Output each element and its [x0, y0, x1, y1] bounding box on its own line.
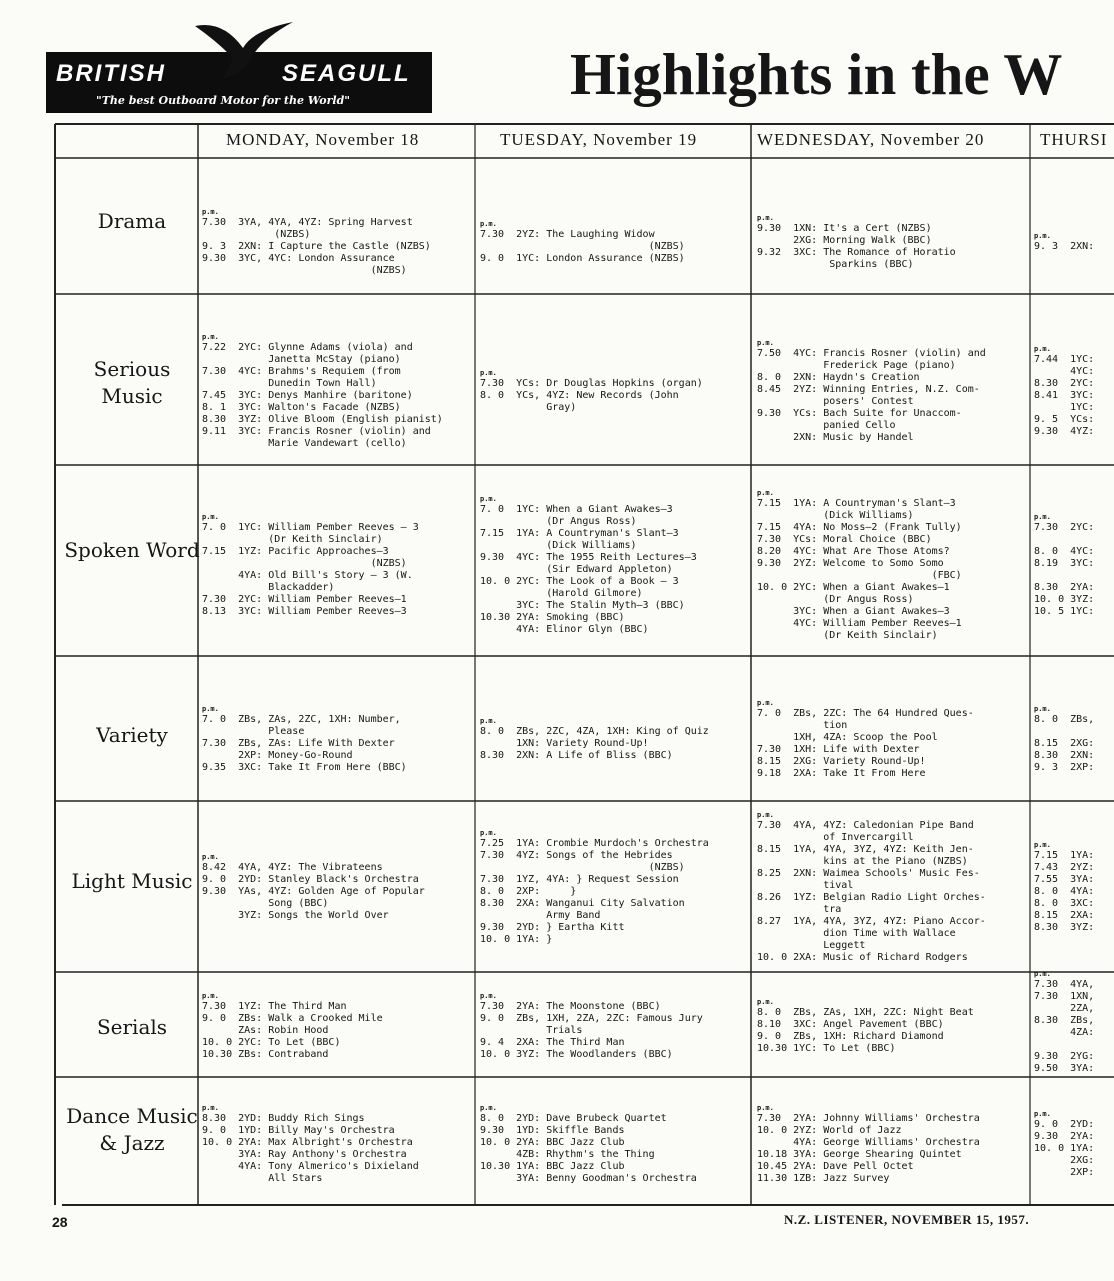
pm-marker: p.m. — [1034, 1110, 1051, 1118]
program-line: 10. 0 1YA: } — [480, 934, 553, 945]
program-line: (NZBS) — [202, 265, 407, 276]
program-line: 9.30 3YC, 4YC: London Assurance — [202, 253, 395, 264]
program-line: 3YZ: Songs the World Over — [202, 910, 389, 921]
pm-marker: p.m. — [202, 513, 219, 521]
program-line: 10.18 3YA: George Shearing Quintet — [757, 1149, 962, 1160]
schedule-cell — [1034, 1110, 1114, 1179]
schedule-cell — [757, 339, 1029, 444]
program-line: 8.30 3YZ: Olive Bloom (English pianist) — [202, 414, 443, 425]
program-line: ZAs: Robin Hood — [202, 1025, 329, 1036]
program-line: 7.43 2YZ: — [1034, 862, 1095, 873]
program-line: 7.30 2YC: — [1034, 522, 1095, 533]
program-line: 8. 0 3XC: — [1034, 898, 1095, 909]
program-line: Frederick Page (piano) — [757, 360, 956, 371]
program-line: 7.30 ZBs, ZAs: Life With Dexter — [202, 738, 395, 749]
row-title-serious-music: Serious Music — [93, 357, 171, 408]
schedule-cell — [202, 513, 474, 618]
program-line: 3YA: Ray Anthony's Orchestra — [202, 1149, 407, 1160]
schedule-cell — [202, 992, 474, 1061]
program-line: 1XN: Variety Round-Up! — [480, 738, 649, 749]
pm-marker: p.m. — [480, 495, 497, 503]
program-line: 7.30 YCs: Dr Douglas Hopkins (organ) — [480, 378, 703, 389]
program-line: 10. 0 2YC: To Let (BBC) — [202, 1037, 341, 1048]
program-line: 10.30 ZBs: Contraband — [202, 1049, 329, 1060]
program-line: Marie Vandewart (cello) — [202, 438, 407, 449]
program-line: 10. 0 2YC: The Look of a Book — 3 — [480, 576, 679, 587]
program-line: Please — [202, 726, 305, 737]
program-line: 10. 5 1YC: — [1034, 606, 1095, 617]
row-title-dance-music-jazz: Dance Music & Jazz — [66, 1104, 198, 1155]
pm-marker: p.m. — [480, 1104, 497, 1112]
program-line: 9. 0 1YC: London Assurance (NZBS) — [480, 253, 685, 264]
program-line: 8.15 2XG: — [1034, 738, 1095, 749]
program-line: 7.50 4YC: Francis Rosner (violin) and — [757, 348, 986, 359]
pm-marker: p.m. — [480, 220, 497, 228]
pm-marker: p.m. — [202, 208, 219, 216]
program-line: 9.50 3YA: — [1034, 1063, 1095, 1074]
program-line: 9.30 2YZ: Welcome to Somo Somo — [757, 558, 944, 569]
program-line: 4YC: William Pember Reeves—1 — [757, 618, 962, 629]
program-line: 8.27 1YA, 4YA, 3YZ, 4YZ: Piano Accor- — [757, 916, 986, 927]
program-line: 3YC: When a Giant Awakes—3 — [757, 606, 950, 617]
program-line: 9.30 1YD: Skiffle Bands — [480, 1125, 625, 1136]
program-line: Gray) — [480, 402, 577, 413]
program-line: 8.19 3YC: — [1034, 558, 1095, 569]
program-line: 7.30 2YC: William Pember Reeves—1 — [202, 594, 407, 605]
program-line: 9. 3 2XN: — [1034, 241, 1095, 252]
program-line: 7. 0 ZBs, ZAs, 2ZC, 1XH: Number, — [202, 714, 401, 725]
row-title-spoken-word: Spoken Word — [64, 538, 200, 562]
program-line: tra — [757, 904, 842, 915]
program-line: (Dick Williams) — [480, 540, 637, 551]
day-header-thursday: THURSI — [1040, 130, 1108, 149]
program-line: (NZBS) — [202, 558, 407, 569]
program-line: All Stars — [202, 1173, 323, 1184]
program-line: (Sir Edward Appleton) — [480, 564, 673, 575]
schedule-cell — [480, 369, 750, 414]
program-line: 8.15 2XA: — [1034, 910, 1095, 921]
program-line: 8. 0 ZBs, ZAs, 1XH, 2ZC: Night Beat — [757, 1007, 974, 1018]
program-line — [1034, 570, 1114, 582]
schedule-cell — [480, 829, 750, 946]
pm-marker: p.m. — [757, 699, 774, 707]
program-line: 10. 0 2YC: When a Giant Awakes—1 — [757, 582, 950, 593]
program-line: 8. 0 ZBs, 2ZC, 4ZA, 1XH: King of Quiz — [480, 726, 709, 737]
program-line: 2XN: Music by Handel — [757, 432, 914, 443]
program-line: 7. 0 1YC: William Pember Reeves — 3 — [202, 522, 419, 533]
program-line: 9. 4 2XA: The Third Man — [480, 1037, 625, 1048]
program-line: 10.30 2YA: Smoking (BBC) — [480, 612, 625, 623]
schedule-cell — [202, 208, 474, 277]
program-line: 8.10 3XC: Angel Pavement (BBC) — [757, 1019, 944, 1030]
row-title-variety: Variety — [96, 723, 168, 747]
schedule-cell — [480, 992, 750, 1061]
pm-marker: p.m. — [757, 1104, 774, 1112]
program-line: 10. 0 2YA: Max Albright's Orchestra — [202, 1137, 413, 1148]
program-line: kins at the Piano (NZBS) — [757, 856, 968, 867]
program-line: (Dr Keith Sinclair) — [202, 534, 383, 545]
schedule-cell — [480, 220, 750, 265]
program-line: 11.30 1ZB: Jazz Survey — [757, 1173, 890, 1184]
schedule-cell — [1034, 970, 1114, 1075]
program-line: 2XG: Morning Walk (BBC) — [757, 235, 932, 246]
program-line: 8. 0 4YA: — [1034, 886, 1095, 897]
program-line: 1XH, 4ZA: Scoop the Pool — [757, 732, 938, 743]
program-line: 8.30 2YC: — [1034, 378, 1095, 389]
program-line: 7.30 1XN, — [1034, 991, 1095, 1002]
program-line: 10. 0 2YZ: World of Jazz — [757, 1125, 902, 1136]
pm-marker: p.m. — [1034, 513, 1051, 521]
program-line: 9. 0 ZBs, 1XH, 2ZA, 2ZC: Famous Jury — [480, 1013, 703, 1024]
program-line: 8.42 4YA, 4YZ: The Vibrateens — [202, 862, 383, 873]
program-line: (NZBS) — [480, 241, 685, 252]
program-line: 9.30 YCs: Bach Suite for Unaccom- — [757, 408, 962, 419]
pm-marker: p.m. — [202, 1104, 219, 1112]
pm-marker: p.m. — [757, 489, 774, 497]
program-line: 2XG: — [1034, 1155, 1095, 1166]
pm-marker: p.m. — [480, 369, 497, 377]
program-line: 7. 0 ZBs, 2ZC: The 64 Hundred Ques- — [757, 708, 974, 719]
program-line: 9. 5 YCs: — [1034, 414, 1095, 425]
program-line: 7.30 2YA: Johnny Williams' Orchestra — [757, 1113, 980, 1124]
program-line: 7.25 1YA: Crombie Murdoch's Orchestra — [480, 838, 709, 849]
program-line: 8. 0 2XN: Haydn's Creation — [757, 372, 920, 383]
schedule-cell — [202, 853, 474, 922]
day-header-tuesday: TUESDAY, November 19 — [500, 130, 698, 149]
program-line: 8.15 2XG: Variety Round-Up! — [757, 756, 926, 767]
program-line: 7.30 4YZ: Songs of the Hebrides — [480, 850, 673, 861]
program-line: 7.30 2YA: The Moonstone (BBC) — [480, 1001, 661, 1012]
program-line: 9.35 3XC: Take It From Here (BBC) — [202, 762, 407, 773]
program-line: 2ZA, — [1034, 1003, 1095, 1014]
program-line: 9.30 2YA: — [1034, 1131, 1095, 1142]
program-line: 4YA: Old Bill's Story — 3 (W. — [202, 570, 413, 581]
pm-marker: p.m. — [1034, 841, 1051, 849]
program-line: 7.15 1YZ: Pacific Approaches—3 — [202, 546, 389, 557]
program-line: 10. 0 2YA: BBC Jazz Club — [480, 1137, 625, 1148]
program-line: Leggett — [757, 940, 866, 951]
program-line: 10.45 2YA: Dave Pell Octet — [757, 1161, 914, 1172]
program-line: 9. 0 2YD: Stanley Black's Orchestra — [202, 874, 419, 885]
pm-marker: p.m. — [757, 339, 774, 347]
program-line: 8.30 2XN: — [1034, 750, 1095, 761]
program-line: 9. 3 2XN: I Capture the Castle (NZBS) — [202, 241, 431, 252]
program-line: 8.30 3YZ: — [1034, 922, 1095, 933]
program-line: 7.30 3YA, 4YA, 4YZ: Spring Harvest — [202, 217, 413, 228]
program-line: Dunedin Town Hall) — [202, 378, 377, 389]
program-line: Blackadder) — [202, 582, 335, 593]
logo-tagline: "The best Outboard Motor for the World" — [96, 94, 351, 107]
program-line: 2XP: — [1034, 1167, 1095, 1178]
pm-marker: p.m. — [757, 214, 774, 222]
pm-marker: p.m. — [480, 829, 497, 837]
program-line: 4YA: George Williams' Orchestra — [757, 1137, 980, 1148]
page-headline: Highlights in the W — [570, 41, 1063, 107]
program-line: 3YA: Benny Goodman's Orchestra — [480, 1173, 697, 1184]
program-line: 8.26 1YZ: Belgian Radio Light Orches- — [757, 892, 986, 903]
schedule-cell — [1034, 841, 1114, 934]
program-line: 7.30 4YA, — [1034, 979, 1095, 990]
pm-marker: p.m. — [202, 333, 219, 341]
program-line: 1YC: — [1034, 402, 1095, 413]
page-number: 28 — [52, 1214, 68, 1230]
pm-marker: p.m. — [202, 853, 219, 861]
program-line: 8. 0 2XP: } — [480, 886, 577, 897]
program-line: 9. 0 ZBs: Walk a Crooked Mile — [202, 1013, 383, 1024]
schedule-cell — [1034, 232, 1114, 253]
program-line: 8.25 2XN: Waimea Schools' Music Fes- — [757, 868, 980, 879]
program-line: 9.30 2YG: — [1034, 1051, 1095, 1062]
program-line: Army Band — [480, 910, 601, 921]
program-line: 4YC: — [1034, 366, 1095, 377]
program-line: 9.18 2XA: Take It From Here — [757, 768, 926, 779]
schedule-cell — [480, 495, 750, 636]
program-line — [1034, 1039, 1114, 1051]
pm-marker: p.m. — [1034, 345, 1051, 353]
schedule-cell — [1034, 345, 1114, 438]
pm-marker: p.m. — [757, 811, 774, 819]
schedule-cell — [757, 1104, 1029, 1185]
program-line: 8. 0 4YC: — [1034, 546, 1095, 557]
pm-marker: p.m. — [757, 998, 774, 1006]
program-line: 8. 0 2YD: Dave Brubeck Quartet — [480, 1113, 667, 1124]
program-line: 9. 3 2XP: — [1034, 762, 1095, 773]
program-line: 10.30 1YC: To Let (BBC) — [757, 1043, 896, 1054]
schedule-cell — [757, 699, 1029, 780]
program-line: 7.44 1YC: — [1034, 354, 1095, 365]
program-line: 7.55 3YA: — [1034, 874, 1095, 885]
program-line: panied Cello — [757, 420, 896, 431]
program-line: 7.30 YCs: Moral Choice (BBC) — [757, 534, 932, 545]
pm-marker: p.m. — [480, 717, 497, 725]
program-line: 8.30 2YA: — [1034, 582, 1095, 593]
program-line: (Dr Angus Ross) — [480, 516, 637, 527]
program-line: 9.30 1XN: It's a Cert (NZBS) — [757, 223, 932, 234]
program-line: 10. 0 3YZ: The Woodlanders (BBC) — [480, 1049, 673, 1060]
program-line: 7.30 4YC: Brahms's Requiem (from — [202, 366, 401, 377]
program-line: 10. 0 3YZ: — [1034, 594, 1095, 605]
program-line: 9.32 3XC: The Romance of Horatio — [757, 247, 956, 258]
program-line: 7.15 1YA: — [1034, 850, 1095, 861]
program-line: 8. 0 ZBs, — [1034, 714, 1095, 725]
program-line: 8.30 2XN: A Life of Bliss (BBC) — [480, 750, 673, 761]
program-line: 7. 0 1YC: When a Giant Awakes—3 — [480, 504, 673, 515]
program-line: 9.30 2YD: } Eartha Kitt — [480, 922, 625, 933]
row-title-light-music: Light Music — [71, 869, 193, 893]
program-line: 7.30 2YZ: The Laughing Widow — [480, 229, 655, 240]
schedule-cell — [757, 214, 1029, 271]
program-line: 9. 0 2YD: — [1034, 1119, 1095, 1130]
program-line: 9.30 4YC: The 1955 Reith Lectures—3 — [480, 552, 697, 563]
program-line: Janetta McStay (piano) — [202, 354, 401, 365]
schedule-cell — [202, 1104, 474, 1185]
program-line: 4ZA: — [1034, 1027, 1095, 1038]
program-line: 8.30 ZBs, — [1034, 1015, 1095, 1026]
program-line: 4ZB: Rhythm's the Thing — [480, 1149, 655, 1160]
program-line: 10. 0 2XA: Music of Richard Rodgers — [757, 952, 968, 963]
magazine-dateline: N.Z. LISTENER, NOVEMBER 15, 1957. — [784, 1212, 1030, 1227]
program-line: 8.30 2XA: Wanganui City Salvation — [480, 898, 685, 909]
schedule-cell — [757, 998, 1029, 1055]
program-line: 2XP: Money-Go-Round — [202, 750, 353, 761]
program-line: Sparkins (BBC) — [757, 259, 914, 270]
row-title-serials: Serials — [96, 1015, 168, 1039]
program-line: 7.15 4YA: No Moss—2 (Frank Tully) — [757, 522, 962, 533]
schedule-cell — [1034, 705, 1114, 774]
program-line: 9.11 3YC: Francis Rosner (violin) and — [202, 426, 431, 437]
program-line: 7.15 1YA: A Countryman's Slant—3 — [480, 528, 679, 539]
program-line: of Invercargill — [757, 832, 914, 843]
program-line: 10. 0 1YA: — [1034, 1143, 1095, 1154]
schedule-cell — [757, 489, 1029, 642]
pm-marker: p.m. — [480, 992, 497, 1000]
program-line: 9.30 YAs, 4YZ: Golden Age of Popular — [202, 886, 425, 897]
program-line: 9. 0 1YD: Billy May's Orchestra — [202, 1125, 395, 1136]
program-line: (NZBS) — [202, 229, 311, 240]
program-line: (FBC) — [757, 570, 962, 581]
program-line: 8. 0 YCs, 4YZ: New Records (John — [480, 390, 679, 401]
program-line: 9. 0 ZBs, 1XH: Richard Diamond — [757, 1031, 944, 1042]
program-line: 7.45 3YC: Denys Manhire (baritone) — [202, 390, 413, 401]
program-line: dion Time with Wallace — [757, 928, 956, 939]
program-line: 8.20 4YC: What Are Those Atoms? — [757, 546, 950, 557]
program-line: 7.30 1YZ: The Third Man — [202, 1001, 347, 1012]
program-line — [1034, 726, 1114, 738]
program-line: 8. 1 3YC: Walton's Facade (NZBS) — [202, 402, 401, 413]
program-line: 8.13 3YC: William Pember Reeves—3 — [202, 606, 407, 617]
program-line: 4YA: Elinor Glyn (BBC) — [480, 624, 649, 635]
program-line: (NZBS) — [480, 862, 685, 873]
program-line: 3YC: The Stalin Myth—3 (BBC) — [480, 600, 685, 611]
row-title-drama: Drama — [97, 209, 167, 233]
program-line: 7.22 2YC: Glynne Adams (viola) and — [202, 342, 413, 353]
program-line: (Dick Williams) — [757, 510, 914, 521]
schedule-cell — [757, 811, 1029, 964]
schedule-cell — [1034, 513, 1114, 618]
pm-marker: p.m. — [1034, 232, 1051, 240]
schedule-cell — [202, 705, 474, 774]
program-line: 7.30 1XH: Life with Dexter — [757, 744, 920, 755]
program-line: Song (BBC) — [202, 898, 329, 909]
program-line: 7.30 4YA, 4YZ: Caledonian Pipe Band — [757, 820, 974, 831]
program-line: (Dr Keith Sinclair) — [757, 630, 938, 641]
program-line: 7.15 1YA: A Countryman's Slant—3 — [757, 498, 956, 509]
logo-word-british: BRITISH — [56, 60, 166, 87]
pm-marker: p.m. — [202, 705, 219, 713]
program-line: 9.30 4YZ: — [1034, 426, 1095, 437]
program-line — [1034, 534, 1114, 546]
program-line: 8.45 2YZ: Winning Entries, N.Z. Com- — [757, 384, 980, 395]
program-line: tival — [757, 880, 854, 891]
program-line: tion — [757, 720, 848, 731]
program-line: posers' Contest — [757, 396, 914, 407]
program-line: 10.30 1YA: BBC Jazz Club — [480, 1161, 625, 1172]
pm-marker: p.m. — [1034, 970, 1051, 978]
program-line: (Dr Angus Ross) — [757, 594, 914, 605]
schedule-cell — [480, 1104, 750, 1185]
program-line: 8.15 1YA, 4YA, 3YZ, 4YZ: Keith Jen- — [757, 844, 974, 855]
program-line: (Harold Gilmore) — [480, 588, 643, 599]
day-header-wednesday: WEDNESDAY, November 20 — [757, 130, 985, 149]
schedule-cell — [480, 717, 750, 762]
logo-word-seagull: SEAGULL — [282, 60, 411, 87]
program-line: 7.30 1YZ, 4YA: } Request Session — [480, 874, 679, 885]
program-line: 8.41 3YC: — [1034, 390, 1095, 401]
program-line: 8.30 2YD: Buddy Rich Sings — [202, 1113, 365, 1124]
day-header-monday: MONDAY, November 18 — [226, 130, 420, 149]
pm-marker: p.m. — [1034, 705, 1051, 713]
pm-marker: p.m. — [202, 992, 219, 1000]
program-line: Trials — [480, 1025, 583, 1036]
program-line: 4YA: Tony Almerico's Dixieland — [202, 1161, 419, 1172]
schedule-cell — [202, 333, 474, 450]
